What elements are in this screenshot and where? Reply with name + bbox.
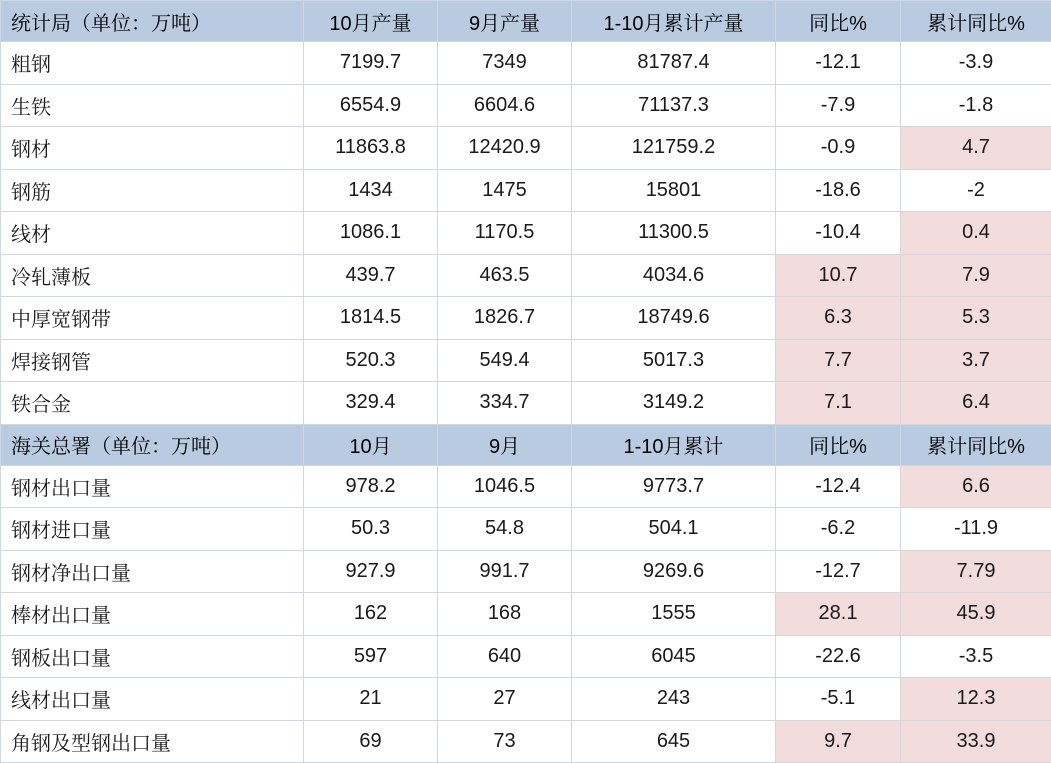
cell-value: 3.7	[901, 339, 1051, 382]
row-label: 铁合金	[1, 382, 304, 425]
cell-value: 927.9	[304, 550, 438, 593]
cell-value: 1046.5	[438, 465, 572, 508]
cell-value: -5.1	[776, 678, 901, 721]
cell-value: 1555	[572, 593, 776, 636]
cell-value: 7349	[438, 42, 572, 85]
cell-value: 162	[304, 593, 438, 636]
table-row	[1, 169, 1051, 212]
table-row	[1, 254, 1051, 297]
table-row	[1, 212, 1051, 255]
cell-value: 549.4	[438, 339, 572, 382]
cell-value: 6554.9	[304, 84, 438, 127]
cell-value: 6604.6	[438, 84, 572, 127]
row-label: 线材	[1, 212, 304, 255]
row-label: 钢材出口量	[1, 465, 304, 508]
cell-value: 45.9	[901, 593, 1051, 636]
table-row	[1, 382, 1051, 425]
cell-value: 9269.6	[572, 550, 776, 593]
table-row	[1, 84, 1051, 127]
table-row	[1, 465, 1051, 508]
table-row	[1, 678, 1051, 721]
cell-value: 27	[438, 678, 572, 721]
column-header: 10月产量	[304, 1, 438, 42]
cell-value: 33.9	[901, 720, 1051, 763]
row-label: 角钢及型钢出口量	[1, 720, 304, 763]
column-header: 累计同比%	[901, 1, 1051, 42]
cell-value: 334.7	[438, 382, 572, 425]
column-header: 累计同比%	[901, 424, 1051, 465]
cell-value: 7.79	[901, 550, 1051, 593]
row-label: 钢筋	[1, 169, 304, 212]
cell-value: 439.7	[304, 254, 438, 297]
cell-value: 4034.6	[572, 254, 776, 297]
cell-value: 0.4	[901, 212, 1051, 255]
cell-value: 5.3	[901, 297, 1051, 340]
cell-value: 9.7	[776, 720, 901, 763]
cell-value: 597	[304, 635, 438, 678]
cell-value: 1170.5	[438, 212, 572, 255]
cell-value: 1475	[438, 169, 572, 212]
column-header: 同比%	[776, 424, 901, 465]
cell-value: 645	[572, 720, 776, 763]
cell-value: -12.1	[776, 42, 901, 85]
cell-value: 69	[304, 720, 438, 763]
cell-value: 329.4	[304, 382, 438, 425]
cell-value: 21	[304, 678, 438, 721]
section-header-row	[1, 424, 1051, 465]
cell-value: -18.6	[776, 169, 901, 212]
cell-value: 7.9	[901, 254, 1051, 297]
cell-value: 11863.8	[304, 127, 438, 170]
cell-value: -0.9	[776, 127, 901, 170]
table-row	[1, 635, 1051, 678]
table-row	[1, 42, 1051, 85]
cell-value: 6.6	[901, 465, 1051, 508]
cell-value: 7199.7	[304, 42, 438, 85]
cell-value: -3.5	[901, 635, 1051, 678]
row-label: 钢材	[1, 127, 304, 170]
cell-value: 1814.5	[304, 297, 438, 340]
cell-value: 28.1	[776, 593, 901, 636]
cell-value: 463.5	[438, 254, 572, 297]
column-header: 9月产量	[438, 1, 572, 42]
table-row	[1, 720, 1051, 763]
cell-value: 640	[438, 635, 572, 678]
table-row	[1, 297, 1051, 340]
row-label: 棒材出口量	[1, 593, 304, 636]
cell-value: 991.7	[438, 550, 572, 593]
cell-value: 54.8	[438, 508, 572, 551]
cell-value: 6045	[572, 635, 776, 678]
cell-value: 9773.7	[572, 465, 776, 508]
section-header-label: 海关总署（单位：万吨）	[1, 424, 304, 465]
table-row	[1, 593, 1051, 636]
column-header: 9月	[438, 424, 572, 465]
cell-value: 18749.6	[572, 297, 776, 340]
table-row	[1, 127, 1051, 170]
cell-value: 4.7	[901, 127, 1051, 170]
cell-value: 12420.9	[438, 127, 572, 170]
section-header-label: 统计局（单位：万吨）	[1, 1, 304, 42]
cell-value: 11300.5	[572, 212, 776, 255]
cell-value: -22.6	[776, 635, 901, 678]
cell-value: 7.7	[776, 339, 901, 382]
row-label: 钢板出口量	[1, 635, 304, 678]
table-row	[1, 550, 1051, 593]
cell-value: -12.7	[776, 550, 901, 593]
cell-value: 7.1	[776, 382, 901, 425]
cell-value: 6.3	[776, 297, 901, 340]
column-header: 1-10月累计	[572, 424, 776, 465]
cell-value: 121759.2	[572, 127, 776, 170]
row-label: 钢材净出口量	[1, 550, 304, 593]
cell-value: 243	[572, 678, 776, 721]
cell-value: -2	[901, 169, 1051, 212]
table-body	[1, 1, 1051, 763]
column-header: 同比%	[776, 1, 901, 42]
cell-value: 15801	[572, 169, 776, 212]
cell-value: -3.9	[901, 42, 1051, 85]
column-header: 10月	[304, 424, 438, 465]
table-row	[1, 339, 1051, 382]
cell-value: 3149.2	[572, 382, 776, 425]
cell-value: 504.1	[572, 508, 776, 551]
cell-value: -10.4	[776, 212, 901, 255]
cell-value: 50.3	[304, 508, 438, 551]
table-row	[1, 508, 1051, 551]
row-label: 粗钢	[1, 42, 304, 85]
cell-value: 1434	[304, 169, 438, 212]
cell-value: 73	[438, 720, 572, 763]
row-label: 线材出口量	[1, 678, 304, 721]
cell-value: -12.4	[776, 465, 901, 508]
row-label: 冷轧薄板	[1, 254, 304, 297]
cell-value: -7.9	[776, 84, 901, 127]
row-label: 钢材进口量	[1, 508, 304, 551]
cell-value: 978.2	[304, 465, 438, 508]
cell-value: 6.4	[901, 382, 1051, 425]
row-label: 中厚宽钢带	[1, 297, 304, 340]
cell-value: -6.2	[776, 508, 901, 551]
cell-value: 1086.1	[304, 212, 438, 255]
cell-value: -1.8	[901, 84, 1051, 127]
row-label: 焊接钢管	[1, 339, 304, 382]
cell-value: 81787.4	[572, 42, 776, 85]
cell-value: 10.7	[776, 254, 901, 297]
cell-value: 12.3	[901, 678, 1051, 721]
cell-value: 520.3	[304, 339, 438, 382]
cell-value: 168	[438, 593, 572, 636]
column-header: 1-10月累计产量	[572, 1, 776, 42]
cell-value: 71137.3	[572, 84, 776, 127]
cell-value: 1826.7	[438, 297, 572, 340]
section-header-row	[1, 1, 1051, 42]
cell-value: -11.9	[901, 508, 1051, 551]
cell-value: 5017.3	[572, 339, 776, 382]
row-label: 生铁	[1, 84, 304, 127]
